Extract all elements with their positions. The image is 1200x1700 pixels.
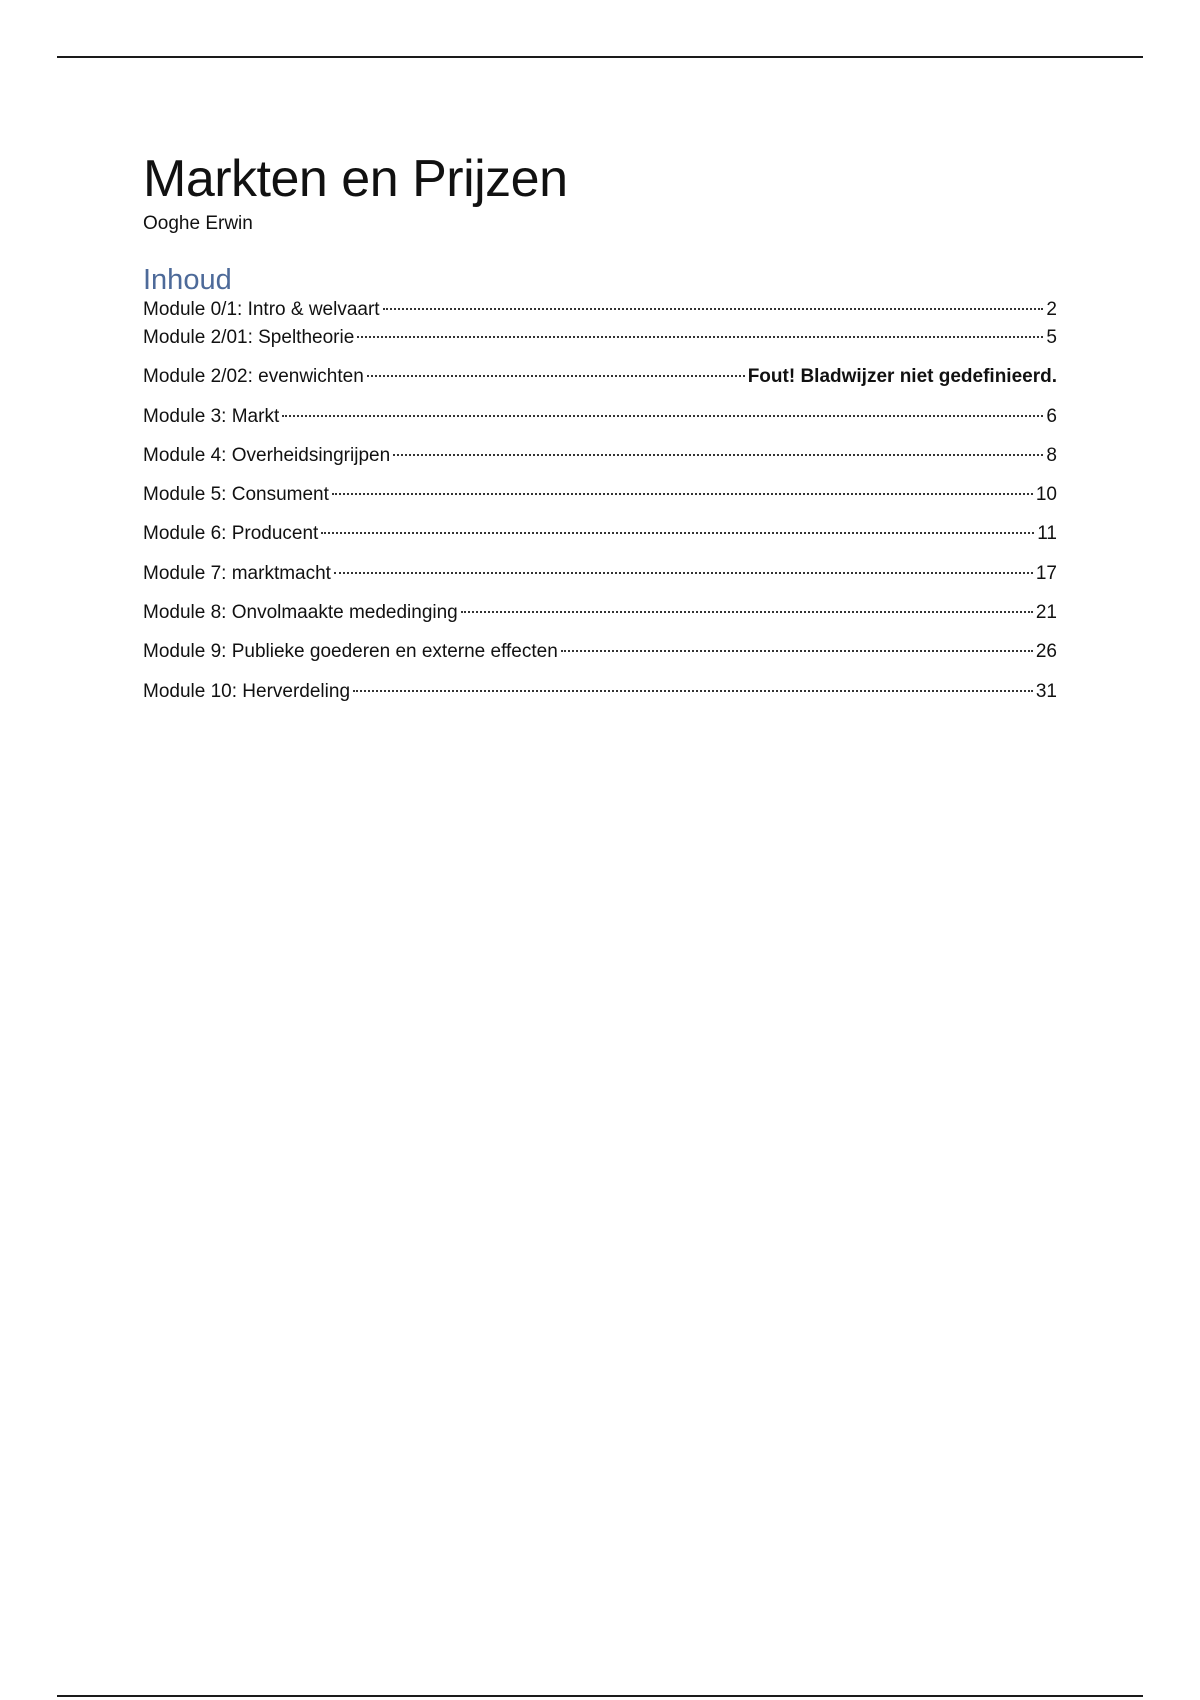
header-rule [57,56,1143,58]
toc-entry-page: 17 [1035,562,1057,584]
document-author: Ooghe Erwin [143,213,253,234]
toc-dot-leader [332,493,1033,495]
toc-dot-leader [383,308,1044,310]
toc-heading: Inhoud [143,264,232,296]
document-body [143,150,1057,719]
toc-entry-label: Module 9: Publieke goederen en externe effecten [143,641,558,663]
toc-entry[interactable] [143,444,1057,483]
toc-entry-page: 6 [1046,405,1057,427]
toc-entry-page: 11 [1037,523,1057,545]
footer-rule [57,1695,1143,1697]
toc-entry[interactable] [143,640,1057,679]
toc-entry[interactable] [143,405,1057,444]
toc-entry-page: 26 [1035,641,1057,663]
toc-entry-error: Fout! Bladwijzer niet gedefinieerd. [747,366,1057,388]
toc-dot-leader [321,532,1034,534]
toc-entry[interactable] [143,365,1057,404]
toc-entry[interactable] [143,601,1057,640]
toc-entry-label: Module 10: Herverdeling [143,680,351,702]
toc-entry-page: 21 [1035,602,1057,624]
toc-entry[interactable] [143,562,1057,601]
toc-entry[interactable] [143,522,1057,561]
toc-entry-label: Module 7: marktmacht [143,562,331,584]
toc-entry-page: 8 [1046,444,1057,466]
toc-entry[interactable] [143,680,1057,719]
toc-dot-leader [561,650,1033,652]
toc-entry-page: 31 [1035,680,1057,702]
toc-dot-leader [367,375,745,377]
toc-entry[interactable] [143,483,1057,522]
toc-dot-leader [393,454,1043,456]
toc-entry[interactable] [143,326,1057,365]
document-title: Markten en Prijzen [143,150,568,208]
toc-dot-leader [357,336,1043,338]
toc-entry[interactable] [143,298,1057,326]
toc-entry-label: Module 4: Overheidsingrijpen [143,444,391,466]
toc-dot-leader [334,572,1033,574]
toc-entry-page: 5 [1046,327,1057,348]
toc-entry-label: Module 0/1: Intro & welvaart [143,299,380,320]
toc-entry-page: 10 [1035,484,1057,506]
toc-entry-label: Module 2/01: Speltheorie [143,327,355,348]
toc-entry-label: Module 3: Markt [143,405,280,427]
toc-dot-leader [461,611,1033,613]
toc-entry-label: Module 8: Onvolmaakte mededinging [143,602,458,624]
toc-entry-label: Module 5: Consument [143,484,329,506]
toc-dot-leader [282,415,1043,417]
toc-entry-label: Module 6: Producent [143,523,319,545]
toc-dot-leader [353,690,1033,692]
table-of-contents [143,298,1057,719]
toc-entry-page: 2 [1046,299,1057,320]
toc-entry-label: Module 2/02: evenwichten [143,366,364,388]
